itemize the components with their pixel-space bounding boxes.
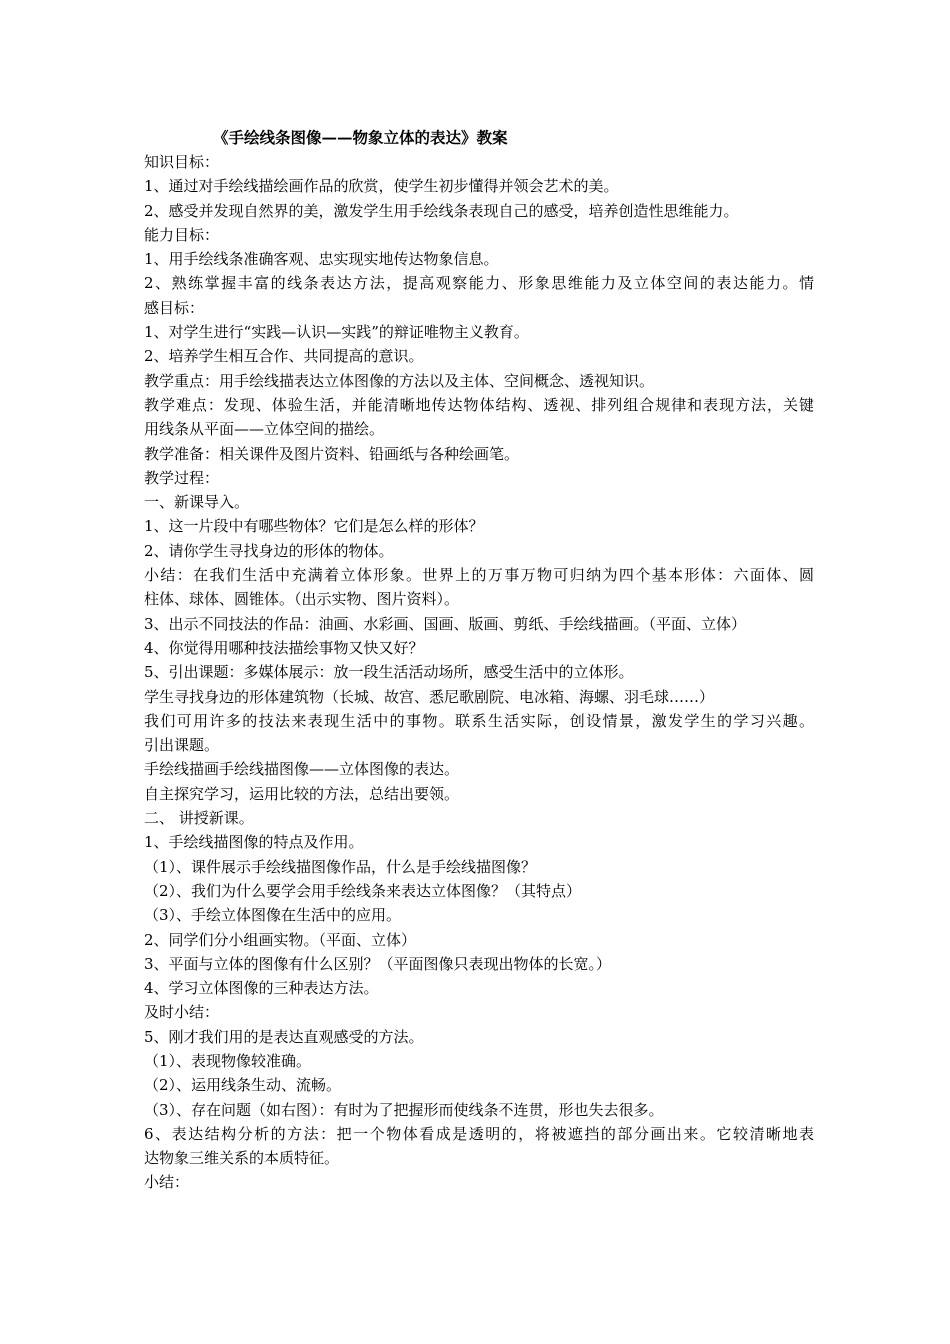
body-line: 4、学习立体图像的三种表达方法。	[144, 979, 379, 998]
body-line: 一、新课导入。	[144, 493, 250, 512]
body-line: 感目标：	[144, 298, 205, 317]
body-line: 2、感受并发现自然界的美，激发学生用手绘线条表现自己的感受，培养创造性思维能力。	[144, 201, 739, 220]
document-title: 《手绘线条图像——物象立体的表达》教案	[213, 128, 508, 147]
body-line: 1、手绘线描图像的特点及作用。	[144, 833, 364, 852]
body-line: 教学准备：相关课件及图片资料、铅画纸与各种绘画笔。	[144, 444, 520, 463]
body-line: 我们可用许多的技法来表现生活中的事物。联系生活实际，创设情景，激发学生的学习兴趣。	[144, 711, 814, 730]
body-line: 知识目标：	[144, 153, 220, 171]
body-line: 6、表达结构分析的方法：把一个物体看成是透明的，将被遮挡的部分画出来。它较清晰地表	[144, 1124, 814, 1143]
body-line: 3、出示不同技法的作品：油画、水彩画、国画、版画、剪纸、手绘线描画。（平面、立体）	[144, 614, 747, 633]
body-line: 5、刚才我们用的是表达直观感受的方法。	[144, 1027, 424, 1046]
body-line: 教学重点：用手绘线描表达立体图像的方法以及主体、空间概念、透视知识。	[144, 371, 655, 390]
body-line: 5、引出课题：多媒体展示：放一段生活活动场所，感受生活中的立体形。	[144, 663, 634, 682]
body-line: 1、对学生进行“实践—认识—实践”的辩证唯物主义教育。	[144, 323, 529, 342]
body-line: （1）、课件展示手绘线描图像作品，什么是手绘线描图像？	[144, 857, 537, 876]
body-line: 学生寻找身边的形体建筑物（长城、故宫、悉尼歌剧院、电冰箱、海螺、羽毛球……）	[144, 687, 715, 706]
body-line: 3、平面与立体的图像有什么区别？（平面图像只表现出物体的长宽。）	[144, 954, 612, 973]
body-line: 教学难点：发现、体验生活，并能清晰地传达物体结构、透视、排列组合规律和表现方法，关键	[144, 395, 814, 414]
body-line: 用线条从平面——立体空间的描绘。	[144, 420, 385, 439]
body-line: 自主探究学习，运用比较的方法，总结出要领。	[144, 784, 460, 803]
body-line: 引出课题。	[144, 736, 220, 755]
body-line: 1、用手绘线条准确客观、忠实现实地传达物象信息。	[144, 250, 499, 269]
body-line: 教学过程：	[144, 468, 220, 487]
body-line: 能力目标：	[144, 225, 220, 244]
body-line: （3）、存在问题（如右图）：有时为了把握形而使线条不连贯，形也失去很多。	[144, 1100, 664, 1119]
body-line: 2、培养学生相互合作、共同提高的意识。	[144, 347, 424, 366]
body-line: 4、你觉得用哪种技法描绘事物又快又好？	[144, 638, 424, 657]
body-line: 2、请你学生寻找身边的形体的物体。	[144, 541, 394, 560]
body-line: 及时小结：	[144, 1003, 220, 1022]
body-line: 1、这一片段中有哪些物体？它们是怎么样的形体？	[144, 517, 484, 536]
document-body	[144, 150, 814, 1195]
body-line: 2、同学们分小组画实物。（平面、立体）	[144, 930, 417, 949]
body-line: 手绘线描画手绘线描图像——立体图像的表达。	[144, 760, 460, 779]
body-line: （3）、手绘立体图像在生活中的应用。	[144, 906, 402, 925]
body-line: 小结：	[144, 1173, 190, 1192]
body-line: 2、熟练掌握丰富的线条表达方法，提高观察能力、形象思维能力及立体空间的表达能力。情	[144, 274, 814, 293]
body-line: 二、 讲授新课。	[144, 809, 254, 828]
body-line: 柱体、球体、圆锥体。（出示实物、图片资料）。	[144, 590, 460, 609]
body-line: 1、通过对手绘线描绘画作品的欣赏，使学生初步懂得并领会艺术的美。	[144, 177, 619, 196]
body-line: 达物象三维关系的本质特征。	[144, 1149, 340, 1168]
body-line: （2）、我们为什么要学会用手绘线条来表达立体图像？（其特点）	[144, 881, 582, 900]
body-line: （2）、运用线条生动、流畅。	[144, 1076, 342, 1095]
body-line: （1）、表现物像较准确。	[144, 1051, 312, 1070]
body-line: 小结：在我们生活中充满着立体形象。世界上的万事万物可归纳为四个基本形体：六面体、圆	[144, 566, 814, 585]
